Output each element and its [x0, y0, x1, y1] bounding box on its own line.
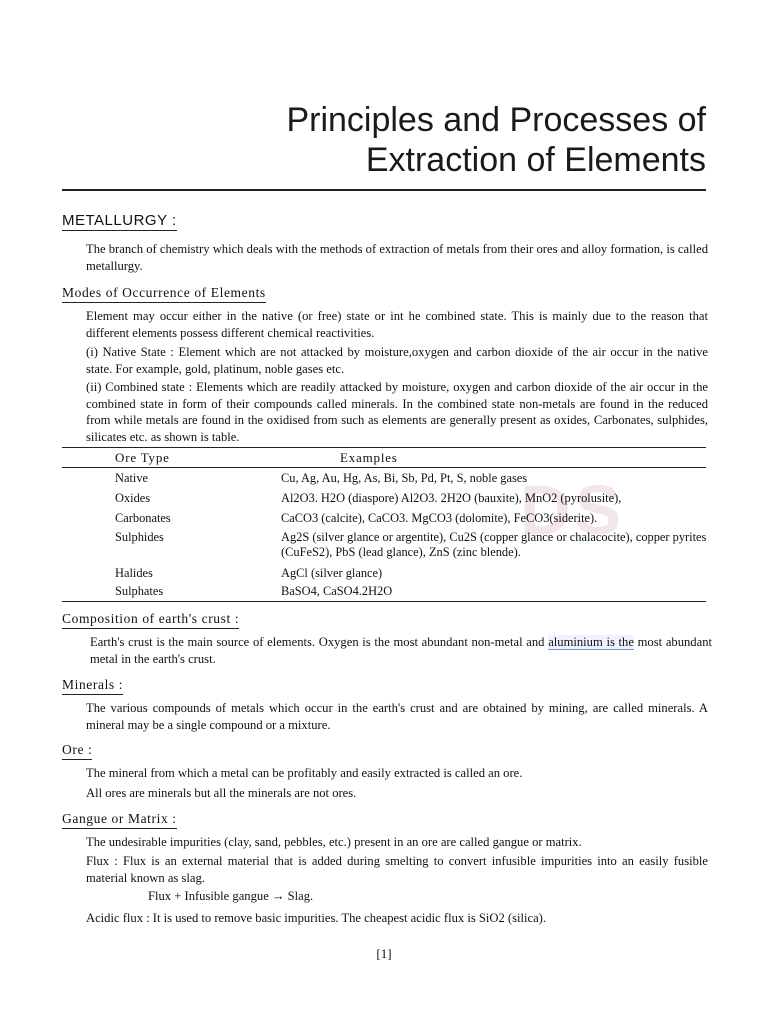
combined-state-text: (ii) Combined state : Elements which are readily attacked by moisture, oxygen and carbon dioxide of the air occur in the combined state in form of their compounds called minerals. In the combined state non-metals are found in the reduced from while metals are found in the oxidised from such as elements are generally present as oxides, Carbonates, sulphides, silicates etc. as shown is table.	[86, 380, 708, 444]
native-state-text: (i) Native State : Element which are not attacked by moisture,oxygen and carbon dioxide of the air occur in the native state. For example, gold, platinum, noble gases etc.	[86, 345, 708, 376]
highlighted-text: aluminium is the	[548, 635, 634, 649]
ore-type-cell: Native	[115, 471, 149, 485]
gangue-text: The undesirable impurities (clay, sand, pebbles, etc.) present in an ore are called gangue or matrix.	[86, 835, 582, 849]
ore-type-cell: Carbonates	[115, 511, 171, 525]
flux-formula: Flux + Infusible gangue → Slag.	[148, 889, 314, 903]
ore-type-cell: Sulphates	[115, 584, 164, 598]
table-header-rule	[62, 467, 706, 468]
modes-heading: Modes of Occurrence of Elements	[62, 285, 266, 303]
ore-type-cell: Sulphides	[115, 530, 164, 544]
table-header-ore-type: Ore Type	[115, 450, 170, 465]
page-number: [1]	[376, 946, 392, 961]
ore-type-cell: Oxides	[115, 491, 151, 505]
ore-text-1: The mineral from which a metal can be profitably and easily extracted is called an ore.	[86, 766, 523, 780]
examples-cell: AgCl (silver glance)	[281, 566, 383, 580]
minerals-heading: Minerals :	[62, 677, 123, 695]
metallurgy-heading: METALLURGY :	[62, 212, 177, 229]
examples-cell: BaSO4, CaSO4.2H2O	[281, 584, 393, 598]
watermark-graphic: DS	[520, 471, 626, 549]
page-title	[286, 100, 706, 180]
ore-text-2: All ores are minerals but all the minerals are not ores.	[86, 786, 357, 800]
table-header-examples: Examples	[340, 450, 398, 465]
examples-cell: CaCO3 (calcite), CaCO3. MgCO3 (dolomite), FeCO3(siderite).	[281, 511, 598, 525]
examples-cell: Cu, Ag, Au, Hg, As, Bi, Sb, Pd, Pt, S, noble gases	[281, 471, 528, 485]
title-line-1: Principles and Processes of	[286, 101, 706, 139]
crust-text	[90, 634, 712, 667]
title-line-2: Extraction of Elements	[365, 141, 706, 179]
crust-heading: Composition of earth's crust :	[62, 611, 239, 629]
crust-text-part: most abundant metal in the earth's crust.	[90, 635, 712, 666]
gangue-heading: Gangue or Matrix :	[62, 811, 177, 829]
modes-intro: Element may occur either in the native (or free) state or int he combined state. This is mainly due to the reason that different elements possess different chemical reactivities.	[86, 309, 708, 340]
minerals-text: The various compounds of metals which occur in the earth's crust and are obtained by mining, are called minerals. A mineral may be a single compound or a mixture.	[86, 701, 708, 732]
flux-text: Flux : Flux is an external material that is added during smelting to convert infusible impurities into an easily fusible material known as slag.	[86, 854, 708, 885]
examples-cell: Ag2S (silver glance or argentite), Cu2S (copper glance or chalacocite), copper pyrites (CuFeS2), PbS (lead glance), ZnS (zinc blende).	[281, 530, 707, 559]
table-top-rule	[62, 447, 706, 448]
acidic-flux-text: Acidic flux : It is used to remove basic impurities. The cheapest acidic flux is SiO2 (silica).	[86, 911, 547, 925]
ore-type-cell: Halides	[115, 566, 153, 580]
ore-heading: Ore :	[62, 742, 92, 760]
examples-cell: Al2O3. H2O (diaspore) Al2O3. 2H2O (bauxite), MnO2 (pyrolusite),	[281, 491, 622, 505]
crust-text-part: Earth's crust is the main source of elements. Oxygen is the most abundant non-metal and	[90, 635, 549, 649]
title-divider	[62, 189, 706, 191]
metallurgy-text: The branch of chemistry which deals with the methods of extraction of metals from their ores and alloy formation, is called metallurgy.	[86, 242, 708, 273]
table-bottom-rule	[62, 601, 706, 602]
